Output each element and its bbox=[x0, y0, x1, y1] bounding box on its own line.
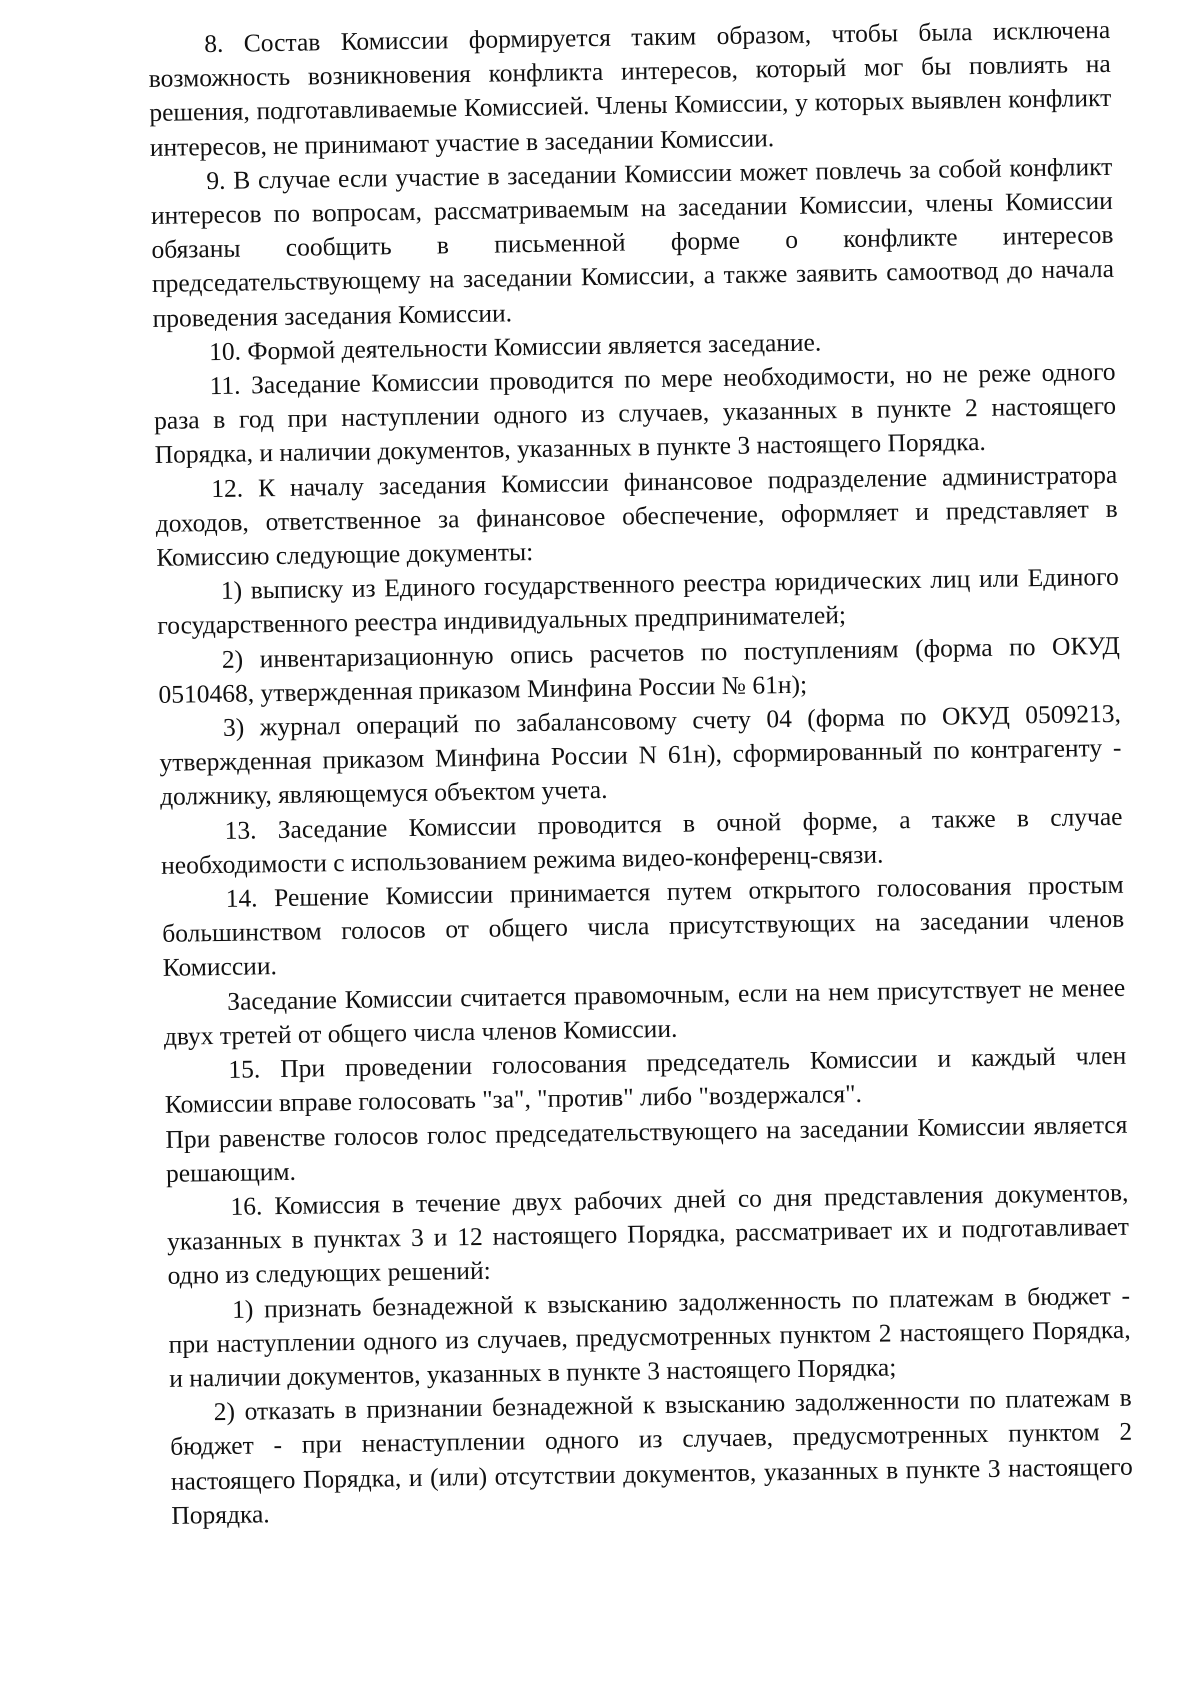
paragraph-16-item-2: 2) отказать в признании безнадежной к взысканию задолженности по платежам в бюджет - при ненаступлении одного из случаев, предусмотренных пунктом 2 настоящего Порядка, и (или) отсутствии документов, указанных в пункте 3 настоящего Порядка. bbox=[170, 1382, 1133, 1530]
paragraph-12-item-2: 2) инвентаризационную опись расчетов по поступлениям (форма по ОКУД 0510468, утвержденная приказом Минфина России № 61н); bbox=[158, 630, 1121, 709]
paragraph-12: 12. К началу заседания Комиссии финансовое подразделение администратора доходов, ответственное за финансовое обеспечение, оформляет и представляет в Комиссию следующие документы: bbox=[155, 459, 1118, 572]
paragraph-15-tie: При равенстве голосов голос председательствующего на заседании Комиссии является решающим. bbox=[165, 1109, 1128, 1188]
paragraph-12-item-1: 1) выписку из Единого государственного реестра юридических лиц или Единого государственного реестра индивидуальных предпринимателей; bbox=[157, 562, 1119, 641]
paragraph-14: 14. Решение Комиссии принимается путем открытого голосования простым большинством голосов от общего числа присутствующих на заседании членов Комиссии. bbox=[161, 869, 1125, 983]
paragraph-16-item-1: 1) признать безнадежной к взысканию задолженность по платежам в бюджет - при наступлении одного из случаев, предусмотренных пунктом 2 настоящего Порядка, и наличии документов, указанных в пункте 3 настоящего Порядка; bbox=[168, 1280, 1131, 1393]
paragraph-10: 10. Формой деятельности Комиссии является заседание. bbox=[208, 327, 822, 366]
paragraph-15: 15. При проведении голосования председатель Комиссии и каждый член Комиссии вправе голосовать "за", "против" либо "воздержался". bbox=[164, 1040, 1127, 1120]
paragraph-9: 9. В случае если участие в заседании Комиссии может повлечь за собой конфликт интересов по вопросам, рассматриваемым на заседании Комиссии, члены Комиссии обязаны сообщить в письменной форме о конфликте интересов председательствующему на заседании Комиссии, а также заявить самоотвод до начала проведения заседания Комиссии. bbox=[150, 151, 1115, 333]
paragraph-11: 11. Заседание Комиссии проводится по мере необходимости, но не реже одного раза в год при наступлении одного из случаев, указанных в пункте 2 настоящего Порядка, и наличии документов, указанных в пункте 3 настоящего Порядка. bbox=[153, 356, 1117, 470]
paragraph-16: 16. Комиссия в течение двух рабочих дней со дня представления документов, указанных в пунктах 3 и 12 настоящего Порядка, рассматривает их и подготавливает одно из следующих решений: bbox=[166, 1177, 1130, 1291]
paragraph-12-item-3: 3) журнал операций по забалансовому счету 04 (форма по ОКУД 0509213, утвержденная приказом Минфина России N 61н), сформированный по контрагенту - должнику, являющемуся объектом учета. bbox=[159, 698, 1122, 812]
paragraph-14-quorum: Заседание Комиссии считается правомочным, если на нем присутствует не менее двух третей от общего числа членов Комиссии. bbox=[163, 972, 1126, 1051]
paragraph-8: 8. Состав Комиссии формируется таким образом, чтобы была исключена возможность возникновения конфликта интересов, который мог бы повлиять на решения, подготавливаемые Комиссией. Члены Комиссии, у которых выявлен конфликт интересов, не принимают участие в заседании Комиссии. bbox=[148, 14, 1112, 162]
document-body bbox=[148, 13, 1134, 1533]
paragraph-13: 13. Заседание Комиссии проводится в очной форме, а также в случае необходимости с использованием режима видео-конференц-связи. bbox=[160, 801, 1123, 880]
